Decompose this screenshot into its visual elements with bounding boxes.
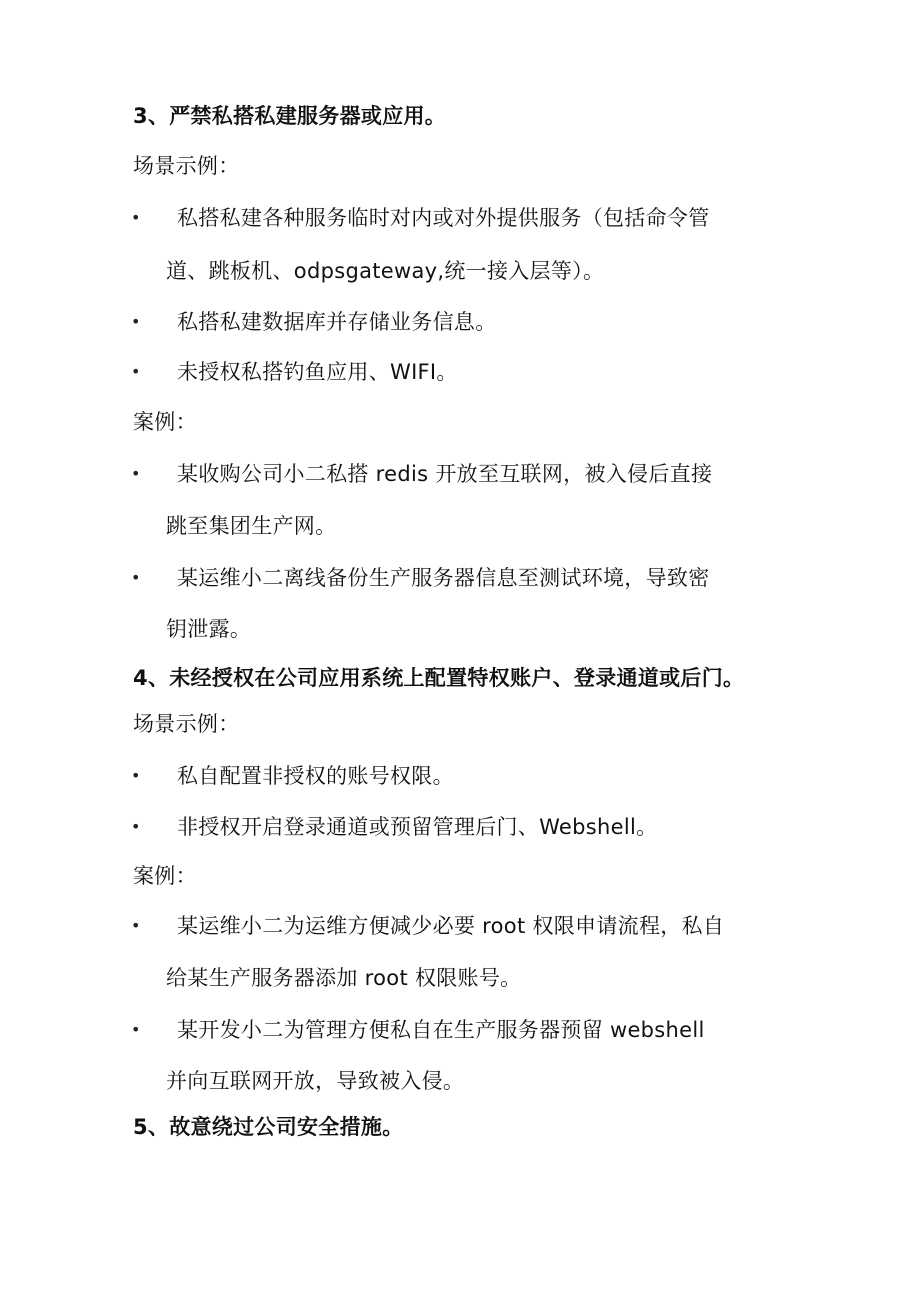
section-3-scenario-label: 场景示例： [133, 154, 240, 178]
bullet-icon: • [131, 1020, 141, 1039]
section-4-scenario-item-2: 非授权开启登录通道或预留管理后门、Webshell。 [177, 815, 658, 839]
section-3-scenario-item-3: 未授权私搭钓鱼应用、WIFI。 [177, 360, 458, 384]
section-4-case-item-2-line-2: 并向互联网开放，导致被入侵。 [166, 1069, 465, 1093]
section-4-scenario-item-1: 私自配置非授权的账号权限。 [177, 764, 454, 788]
section-3-case-item-2-line-1: 某运维小二离线备份生产服务器信息至测试环境，导致密 [177, 566, 710, 590]
section-3-case-item-1-line-1: 某收购公司小二私搭 redis 开放至互联网，被入侵后直接 [177, 462, 713, 486]
bullet-icon: • [131, 464, 141, 483]
bullet-icon: • [131, 568, 141, 587]
section-4-case-item-1-line-1: 某运维小二为运维方便减少必要 root 权限申请流程，私自 [177, 914, 725, 938]
bullet-icon: • [131, 817, 141, 836]
bullet-icon: • [131, 312, 141, 331]
section-3-scenario-item-2: 私搭私建数据库并存储业务信息。 [177, 310, 497, 334]
bullet-icon: • [131, 362, 141, 381]
section-3-case-item-1-line-2: 跳至集团生产网。 [166, 514, 337, 538]
section-4-case-item-2-line-1: 某开发小二为管理方便私自在生产服务器预留 webshell [177, 1018, 705, 1042]
bullet-icon: • [131, 766, 141, 785]
section-4-case-item-1-line-2: 给某生产服务器添加 root 权限账号。 [166, 966, 522, 990]
section-4-heading: 4、未经授权在公司应用系统上配置特权账户、登录通道或后门。 [133, 666, 745, 690]
section-4-case-label: 案例： [133, 864, 197, 888]
section-3-scenario-item-1-line-1: 私搭私建各种服务临时对内或对外提供服务（包括命令管 [177, 206, 710, 230]
section-5-heading: 5、故意绕过公司安全措施。 [133, 1115, 404, 1139]
section-3-case-item-2-line-2: 钥泄露。 [166, 617, 252, 641]
section-4-scenario-label: 场景示例： [133, 712, 240, 736]
section-3-scenario-item-1-line-2: 道、跳板机、odpsgateway,统一接入层等）。 [166, 259, 605, 283]
bullet-icon: • [131, 208, 141, 227]
section-3-heading: 3、严禁私搭私建服务器或应用。 [133, 104, 447, 128]
section-3-case-label: 案例： [133, 410, 197, 434]
bullet-icon: • [131, 916, 141, 935]
